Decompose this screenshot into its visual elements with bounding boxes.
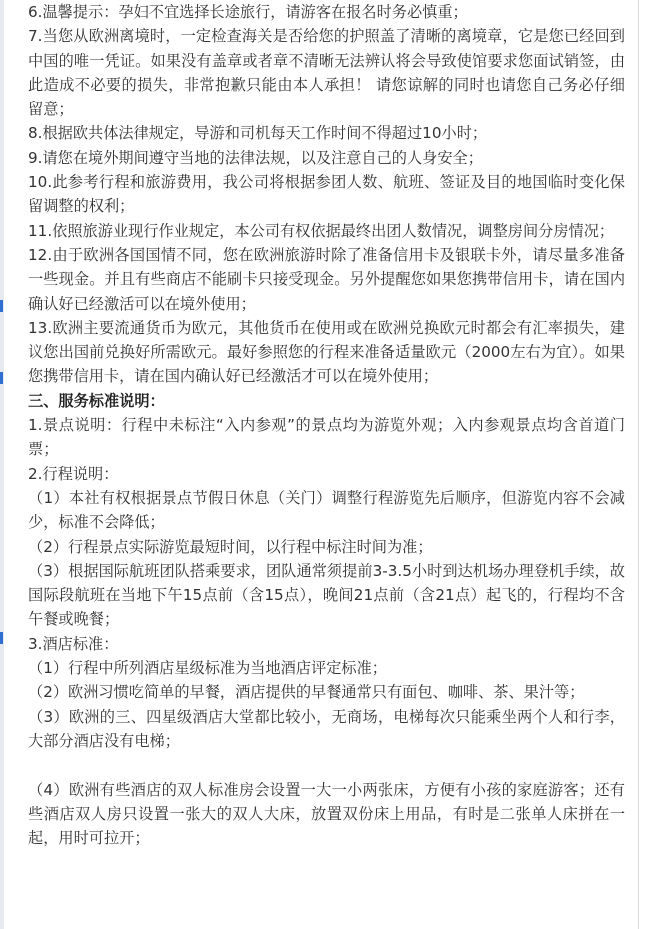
notice-item-11: 11.依照旅游业现行作业规定，本公司有权依据最终出团人数情况，调整房间分房情况； [28,221,615,240]
service-item-attractions: 1.景点说明：行程中未标注“入内参观”的景点均为游览外观；入内参观景点均含首道门票； [28,416,625,459]
service-item-itinerary: 2.行程说明： [28,464,119,483]
notice-item-13: 13.欧洲主要流通货币为欧元，其他货币在使用或在欧洲兑换欧元时都会有汇率损失，建议您出国前兑换好所需欧元。最好参照您的行程来准备适量欧元（2000左右为宜）。如果您携带信用卡，请在国内确认好已经激活才可以在境外使用； [28,318,625,386]
notice-item-12: 12.由于欧洲各国国情不同，您在欧洲旅游时除了准备信用卡及银联卡外，请尽量多准备一些现金。并且有些商店不能刷卡只接受现金。另外提醒您如果您携带信用卡，请在国内确认好已经激活可以在境外使用； [28,245,625,313]
right-page-rule [638,0,639,929]
left-scroll-marker [0,632,3,644]
hotel-subitem-2: （2）欧洲习惯吃简单的早餐，酒店提供的早餐通常只有面包、咖啡、茶、果汁等； [28,683,585,702]
section-heading-service-standards: 三、服务标准说明： [28,391,165,410]
itinerary-subitem-3: （3）根据国际航班团队搭乘要求，团队通常须提前3-3.5小时到达机场办理登机手续，故国际段航班在当地下午15点前（含15点），晚间21点前（含21点）起飞的，行程均不含午餐或晚餐； [28,561,625,629]
itinerary-subitem-2: （2）行程景点实际游览最短时间，以行程中标注时间为准； [28,537,433,556]
hotel-subitem-4: （4）欧洲有些酒店的双人标准房会设置一大一小两张床，方便有小孩的家庭游客；还有些酒店双人房只设置一张大的双人大床，放置双份床上用品，有时是二张单人床拼在一起，用时可拉开； [28,780,625,848]
service-item-hotel: 3.酒店标准： [28,634,119,653]
left-scroll-marker [0,300,3,312]
notice-item-7: 7.当您从欧洲离境时，一定检查海关是否给您的护照盖了清晰的离境章，它是您已经回到中国的唯一凭证。如果没有盖章或者章不清晰无法辨认将会导致使馆要求您面试销签，由此造成不必要的损失，非常抱歉只能由本人承担！ 请您谅解的同时也请您自己务必仔细留意； [28,27,625,119]
left-page-rule [0,0,4,929]
hotel-subitem-3: （3）欧洲的三、四星级酒店大堂都比较小，无商场，电梯每次只能乘坐两个人和行李，大部分酒店没有电梯； [28,707,625,750]
notice-item-9: 9.请您在境外期间遵守当地的法律法规，以及注意自己的人身安全； [28,148,483,167]
document-body [28,0,625,850]
notice-item-8: 8.根据欧共体法律规定，导游和司机每天工作时间不得超过10小时； [28,124,488,143]
notice-item-10: 10.此参考行程和旅游费用，我公司将根据参团人数、航班、签证及目的地国临时变化保留调整的权利； [28,173,625,216]
blank-line [28,753,625,777]
left-scroll-marker [0,372,3,384]
itinerary-subitem-1: （1）本社有权根据景点节假日休息（关门）调整行程游览先后顺序，但游览内容不会减少，标准不会降低； [28,488,625,532]
hotel-subitem-1: （1）行程中所列酒店星级标准为当地酒店评定标准； [28,659,387,678]
notice-item-6: 6.温馨提示：孕妇不宜选择长途旅行，请游客在报名时务必慎重； [28,3,468,21]
